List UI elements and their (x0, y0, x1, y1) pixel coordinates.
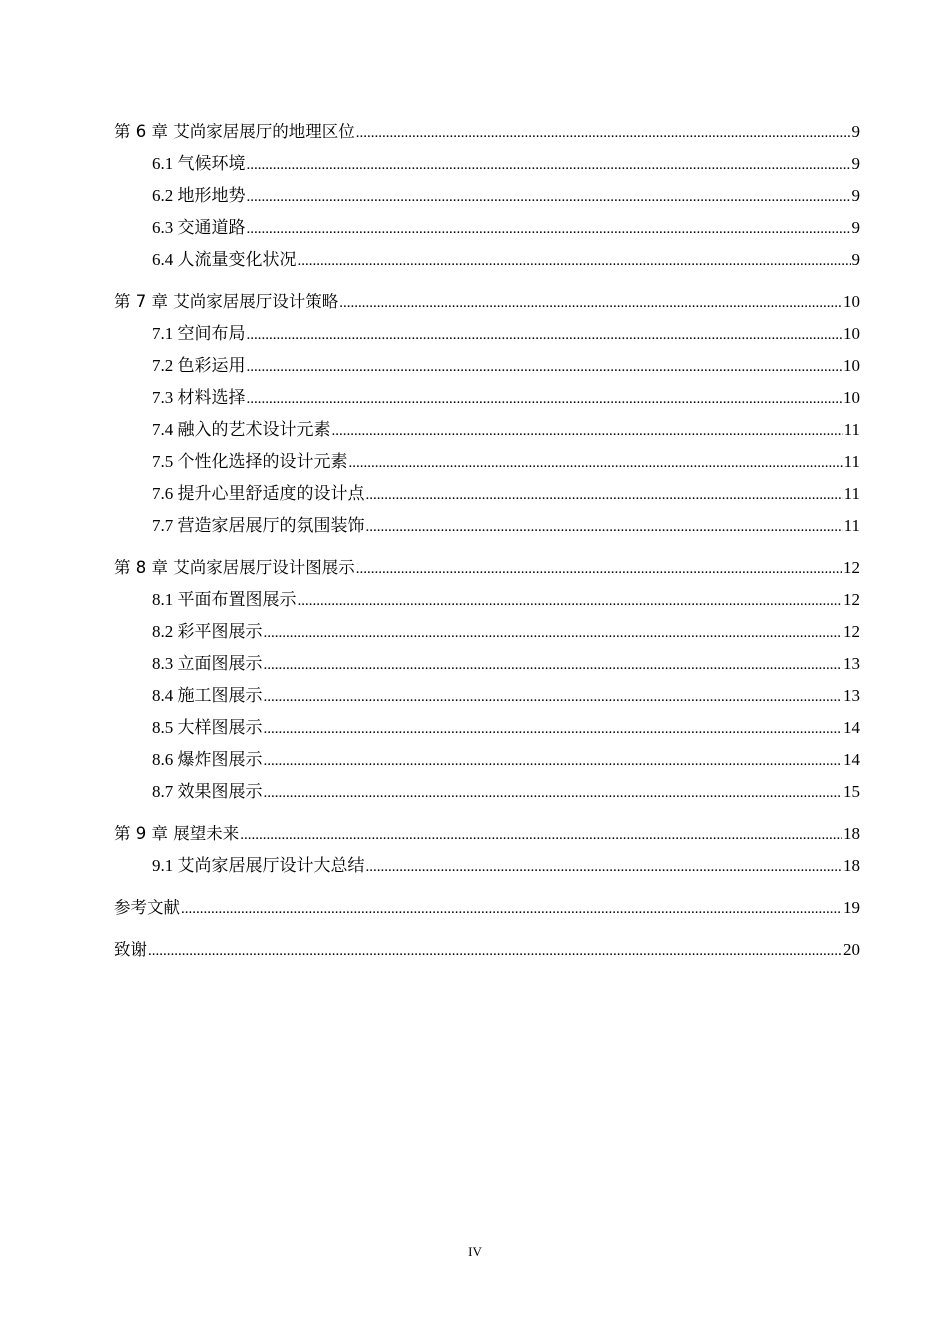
toc-entry-page: 9 (851, 186, 860, 205)
toc-entry-page: 9 (851, 122, 860, 141)
toc-section-entry[interactable] (114, 212, 860, 244)
toc-section-entry[interactable] (114, 510, 860, 542)
toc-section-entry[interactable] (114, 318, 860, 350)
toc-section-entry[interactable] (114, 712, 860, 744)
toc-section-entry[interactable] (114, 776, 860, 808)
toc-entry-title: 8.6 爆炸图展示 (152, 750, 263, 769)
dot-leader (247, 351, 843, 383)
toc-entry-page: 12 (843, 558, 860, 577)
toc-entry-title: 6.4 人流量变化状况 (152, 250, 297, 269)
toc-chapter-entry[interactable] (114, 286, 860, 318)
toc-entry-page: 20 (843, 940, 860, 959)
toc-section-entry[interactable] (114, 648, 860, 680)
toc-chapter-entry[interactable] (114, 934, 860, 966)
toc-chapter-entry[interactable] (114, 818, 860, 850)
toc-chapter-entry[interactable] (114, 552, 860, 584)
toc-entry-title: 9.1 艾尚家居展厅设计大总结 (152, 856, 365, 875)
toc-entry-page: 11 (843, 452, 860, 471)
dot-leader (356, 553, 842, 585)
toc-entry-page: 19 (843, 898, 860, 917)
toc-section-entry[interactable] (114, 446, 860, 478)
dot-leader (349, 447, 843, 479)
toc-chapter-entry[interactable] (114, 116, 860, 148)
dot-leader (264, 681, 843, 713)
dot-leader (339, 287, 842, 319)
dot-leader (298, 245, 851, 277)
toc-entry-page: 14 (843, 718, 860, 737)
toc-entry-title: 7.7 营造家居展厅的氛围装饰 (152, 516, 365, 535)
toc-entry-page: 12 (843, 622, 860, 641)
dot-leader (366, 511, 843, 543)
toc-entry-title: 6.1 气候环境 (152, 154, 246, 173)
dot-leader (264, 617, 843, 649)
toc-section-entry[interactable] (114, 414, 860, 446)
toc-entry-page: 14 (843, 750, 860, 769)
toc-entry-page: 12 (843, 590, 860, 609)
dot-leader (356, 117, 851, 149)
toc-entry-title: 致谢 (114, 940, 147, 959)
toc-entry-page: 10 (843, 292, 860, 311)
toc-entry-title: 8.5 大样图展示 (152, 718, 263, 737)
dot-leader (264, 649, 843, 681)
toc-entry-page: 18 (843, 856, 860, 875)
toc-entry-title: 7.2 色彩运用 (152, 356, 246, 375)
toc-section-entry[interactable] (114, 850, 860, 882)
toc-entry-page: 11 (843, 484, 860, 503)
dot-leader (247, 319, 843, 351)
toc-entry-page: 9 (851, 218, 860, 237)
toc-chapter-entry[interactable] (114, 892, 860, 924)
toc-entry-page: 13 (843, 654, 860, 673)
toc-section-entry[interactable] (114, 478, 860, 510)
toc-entry-title: 参考文献 (114, 898, 180, 917)
toc-section-entry[interactable] (114, 350, 860, 382)
dot-leader (298, 585, 843, 617)
toc-entry-title: 6.3 交通道路 (152, 218, 246, 237)
toc-entry-title: 第 7 章 艾尚家居展厅设计策略 (114, 292, 339, 311)
toc-entry-title: 8.3 立面图展示 (152, 654, 263, 673)
toc-entry-title: 6.2 地形地势 (152, 186, 246, 205)
toc-entry-page: 10 (843, 324, 860, 343)
toc-entry-title: 8.7 效果图展示 (152, 782, 263, 801)
toc-entry-page: 11 (843, 420, 860, 439)
toc-entry-title: 7.5 个性化选择的设计元素 (152, 452, 348, 471)
toc-entry-page: 9 (851, 250, 860, 269)
toc-entry-title: 7.3 材料选择 (152, 388, 246, 407)
toc-section-entry[interactable] (114, 744, 860, 776)
dot-leader (148, 935, 842, 967)
toc-section-entry[interactable] (114, 680, 860, 712)
toc-entry-title: 第 8 章 艾尚家居展厅设计图展示 (114, 558, 355, 577)
dot-leader (366, 479, 843, 511)
toc-entry-page: 18 (843, 824, 860, 843)
dot-leader (181, 893, 842, 925)
dot-leader (264, 777, 843, 809)
toc-entry-page: 9 (851, 154, 860, 173)
dot-leader (247, 149, 851, 181)
dot-leader (247, 383, 843, 415)
dot-leader (264, 713, 843, 745)
table-of-contents (114, 116, 860, 966)
toc-section-entry[interactable] (114, 382, 860, 414)
dot-leader (247, 213, 851, 245)
dot-leader (366, 851, 843, 883)
toc-section-entry[interactable] (114, 180, 860, 212)
toc-entry-title: 第 6 章 艾尚家居展厅的地理区位 (114, 122, 355, 141)
toc-section-entry[interactable] (114, 616, 860, 648)
toc-entry-page: 15 (843, 782, 860, 801)
toc-entry-title: 8.2 彩平图展示 (152, 622, 263, 641)
dot-leader (247, 181, 851, 213)
toc-section-entry[interactable] (114, 584, 860, 616)
dot-leader (264, 745, 843, 777)
toc-entry-title: 7.1 空间布局 (152, 324, 246, 343)
toc-section-entry[interactable] (114, 148, 860, 180)
toc-entry-page: 13 (843, 686, 860, 705)
toc-entry-title: 7.6 提升心里舒适度的设计点 (152, 484, 365, 503)
toc-entry-page: 10 (843, 388, 860, 407)
toc-entry-title: 8.4 施工图展示 (152, 686, 263, 705)
page-number: IV (468, 1244, 482, 1259)
toc-entry-page: 11 (843, 516, 860, 535)
toc-entry-title: 7.4 融入的艺术设计元素 (152, 420, 331, 439)
toc-entry-title: 8.1 平面布置图展示 (152, 590, 297, 609)
toc-entry-title: 第 9 章 展望未来 (114, 824, 240, 843)
dot-leader (240, 819, 842, 851)
toc-entry-page: 10 (843, 356, 860, 375)
toc-section-entry[interactable] (114, 244, 860, 276)
dot-leader (332, 415, 843, 447)
